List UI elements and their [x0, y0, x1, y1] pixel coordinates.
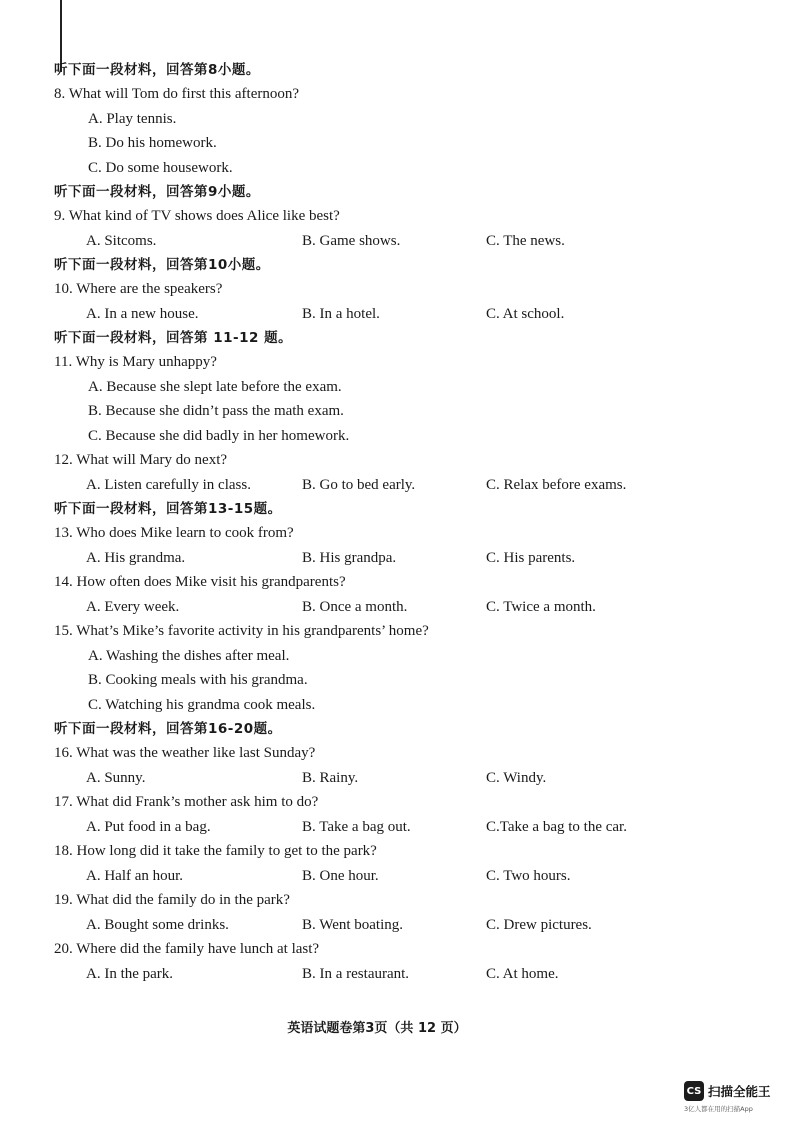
question-number: 12.	[54, 452, 73, 468]
question-text: How often does Mike visit his grandparents?	[76, 574, 346, 590]
answer-option: A. In a new house.	[86, 305, 199, 322]
section-instruction: 听下面一段材料，回答第16-20题。	[54, 721, 282, 737]
question-number: 14.	[54, 574, 73, 590]
question-stem	[54, 570, 754, 595]
question-stem	[54, 790, 754, 815]
question-text: Why is Mary unhappy?	[75, 354, 217, 370]
answer-option: C. Drew pictures.	[486, 916, 592, 933]
question-stem	[54, 277, 754, 302]
answer-options-row	[54, 913, 754, 938]
answer-option: C. Do some housework.	[88, 159, 233, 176]
answer-option: C. Two hours.	[486, 867, 571, 884]
answer-option: A. Every week.	[86, 598, 180, 615]
answer-option: C. His parents.	[486, 549, 576, 566]
answer-options-row	[54, 864, 754, 889]
answer-option: B. In a hotel.	[302, 305, 380, 322]
watermark-app-name: 扫描全能王	[708, 1084, 771, 1099]
answer-option: C. Relax before exams.	[486, 476, 627, 493]
question-stem	[54, 839, 754, 864]
question-number: 11.	[54, 354, 73, 370]
section-instruction: 听下面一段材料，回答第 11-12 题。	[54, 330, 293, 346]
answer-options-row	[54, 229, 754, 254]
question-number: 15.	[54, 623, 73, 639]
answer-option: A. Sitcoms.	[86, 232, 157, 249]
answer-option: C. At home.	[486, 965, 559, 982]
question-stem	[54, 741, 754, 766]
question-number: 19.	[54, 892, 73, 908]
answer-option: B. Game shows.	[302, 232, 401, 249]
question-stem	[54, 350, 754, 375]
section-instruction: 听下面一段材料，回答第9小题。	[54, 184, 260, 200]
answer-option: B. In a restaurant.	[302, 965, 410, 982]
question-stem	[54, 82, 754, 107]
question-stem	[54, 521, 754, 546]
answer-option: C.Take a bag to the car.	[486, 818, 627, 835]
answer-option: B. Rainy.	[302, 769, 359, 786]
question-stem	[54, 448, 754, 473]
question-text: What was the weather like last Sunday?	[76, 745, 316, 761]
question-number: 9.	[54, 208, 66, 224]
question-text: What will Mary do next?	[76, 452, 228, 468]
answer-option: C. Twice a month.	[486, 598, 596, 615]
answer-option: B. Do his homework.	[88, 135, 217, 151]
question-text: What’s Mike’s favorite activity in his grandparents’ home?	[76, 623, 429, 639]
page-footer	[0, 1017, 794, 1036]
question-number: 13.	[54, 525, 73, 541]
page-footer-text: 英语试题卷第3页（共 12 页）	[287, 1021, 467, 1036]
answer-option: A. Listen carefully in class.	[86, 476, 251, 493]
question-number: 17.	[54, 794, 73, 810]
question-text: What did Frank’s mother ask him to do?	[76, 794, 319, 810]
answer-options-row	[54, 595, 754, 620]
question-number: 20.	[54, 941, 73, 957]
answer-options-row	[54, 815, 754, 840]
question-stem	[54, 937, 754, 962]
answer-option: B. Because she didn’t pass the math exam.	[88, 403, 344, 419]
watermark-tagline: 3亿人都在用的扫描App	[684, 1105, 753, 1113]
question-number: 18.	[54, 843, 73, 859]
question-stem	[54, 204, 754, 229]
answer-option: B. Cooking meals with his grandma.	[88, 672, 308, 688]
answer-option: A. Because she slept late before the exam.	[88, 378, 342, 395]
answer-options-row	[54, 766, 754, 791]
answer-options-row	[54, 302, 754, 327]
listening-section	[54, 58, 754, 986]
answer-option: C. At school.	[486, 305, 565, 322]
answer-option: A. Sunny.	[86, 769, 146, 786]
answer-option: B. Once a month.	[302, 598, 408, 615]
section-instruction: 听下面一段材料，回答第8小题。	[54, 62, 260, 78]
question-number: 8.	[54, 86, 66, 102]
answer-option: B. One hour.	[302, 867, 379, 884]
camscanner-logo-icon: CS	[684, 1081, 704, 1101]
answer-option: B. Take a bag out.	[302, 818, 411, 835]
answer-option: A. In the park.	[86, 965, 174, 982]
question-number: 16.	[54, 745, 73, 761]
answer-options-row	[54, 546, 754, 571]
answer-option: A. Half an hour.	[86, 867, 184, 884]
answer-option: A. Put food in a bag.	[86, 818, 211, 835]
answer-option: B. Went boating.	[302, 916, 404, 933]
section-instruction: 听下面一段材料，回答第10小题。	[54, 257, 270, 273]
answer-options-row	[54, 473, 754, 498]
question-number: 10.	[54, 281, 73, 297]
question-text: Who does Mike learn to cook from?	[76, 525, 294, 541]
question-text: Where did the family have lunch at last?	[76, 941, 320, 957]
answer-option: C. Watching his grandma cook meals.	[88, 696, 316, 713]
question-text: What kind of TV shows does Alice like best?	[68, 208, 340, 224]
question-text: What will Tom do first this afternoon?	[68, 86, 300, 102]
question-stem	[54, 619, 754, 644]
answer-option: C. Because she did badly in her homework.	[88, 427, 350, 444]
answer-option: A. His grandma.	[86, 549, 186, 566]
answer-option: A. Bought some drinks.	[86, 916, 229, 933]
question-stem	[54, 888, 754, 913]
answer-option: A. Play tennis.	[88, 110, 177, 127]
answer-option: C. The news.	[486, 232, 565, 249]
question-text: How long did it take the family to get to the park?	[76, 843, 377, 859]
answer-options-row	[54, 962, 754, 987]
answer-option: B. His grandpa.	[302, 549, 397, 566]
question-text: What did the family do in the park?	[76, 892, 290, 908]
answer-option: A. Washing the dishes after meal.	[88, 647, 290, 664]
scanner-watermark	[684, 1081, 780, 1113]
section-instruction: 听下面一段材料，回答第13-15题。	[54, 501, 282, 517]
answer-option: B. Go to bed early.	[302, 476, 416, 493]
answer-option: C. Windy.	[486, 769, 547, 786]
question-text: Where are the speakers?	[76, 281, 223, 297]
